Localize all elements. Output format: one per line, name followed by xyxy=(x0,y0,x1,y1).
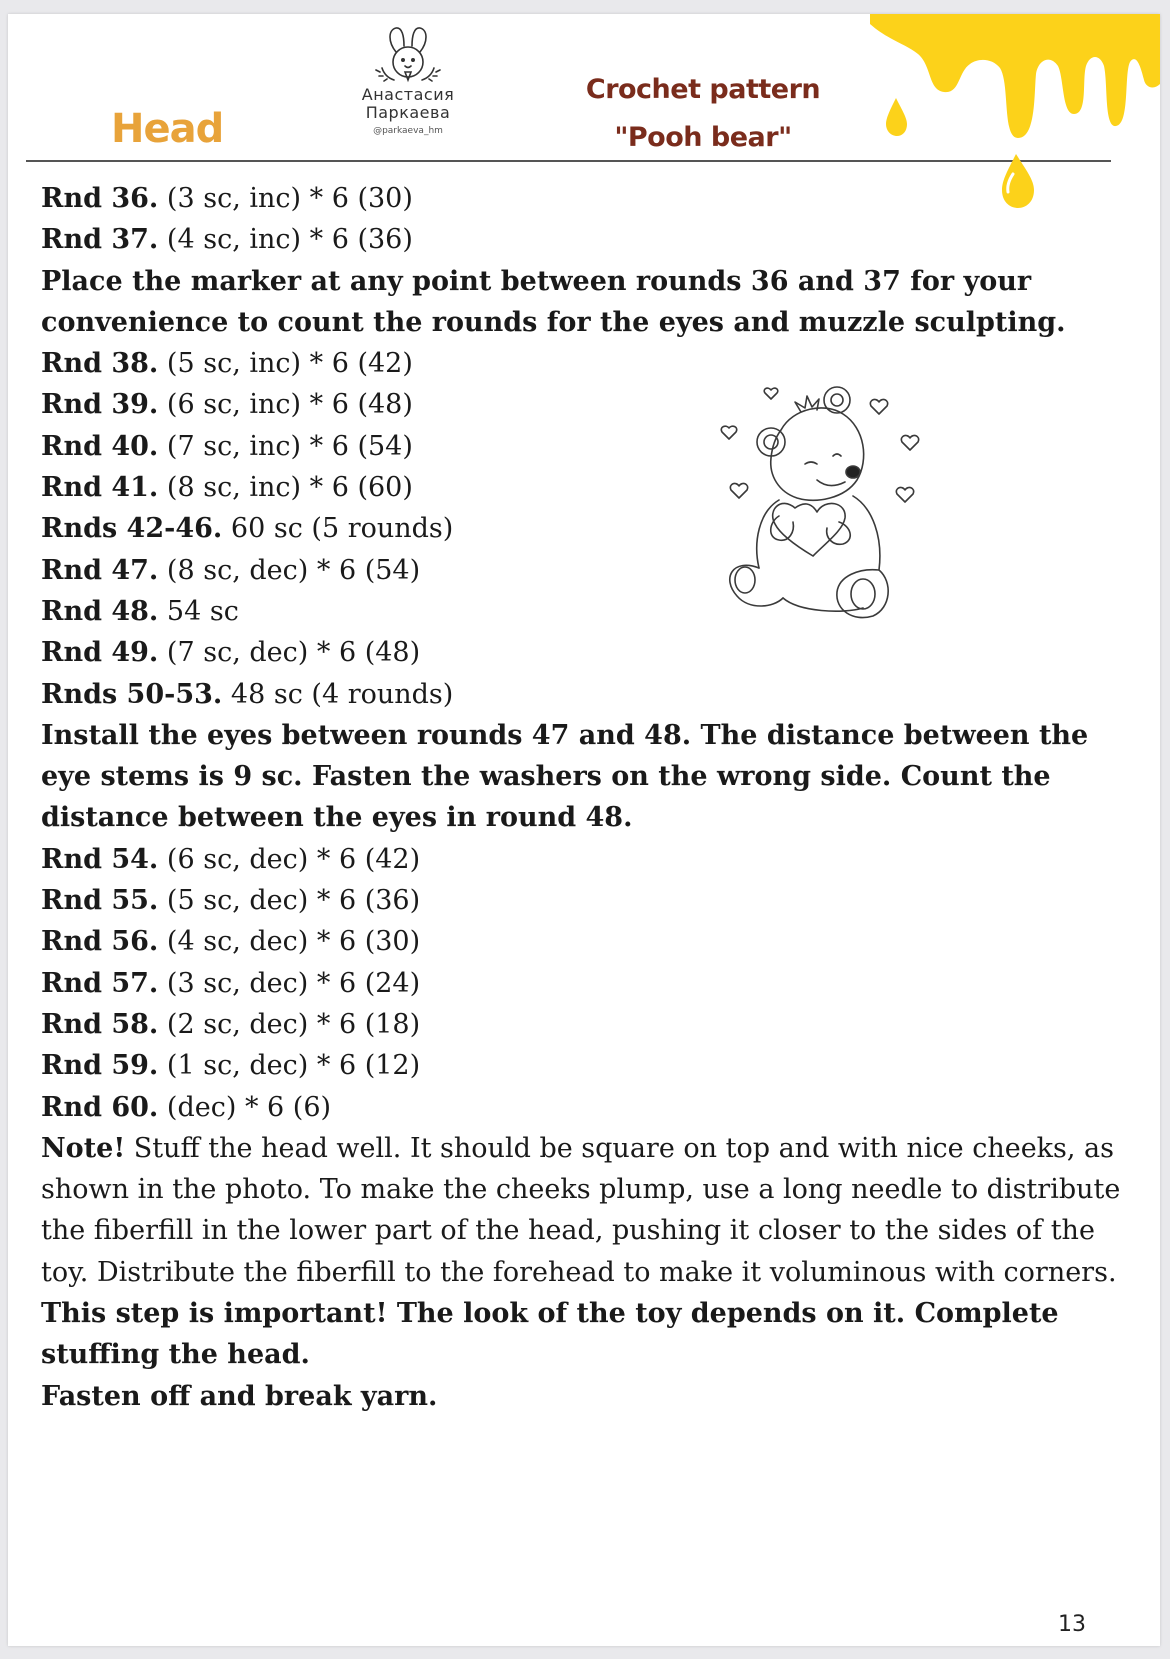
author-logo xyxy=(353,22,463,136)
author-handle: @parkaeva_hm xyxy=(373,126,443,136)
round-text: (8 sc, dec) * 6 (54) xyxy=(166,554,421,586)
pattern-instructions xyxy=(41,178,1121,1417)
round-label: Rnd 59. xyxy=(41,1050,159,1082)
round-label: Rnd 48. xyxy=(41,595,159,627)
finish-note: Fasten off and break yarn. xyxy=(41,1380,438,1412)
important-note: This step is important! The look of the toy depends on it. Complete stuffing the head. xyxy=(41,1298,1059,1371)
round-text: 54 sc xyxy=(166,595,239,627)
round-text: (3 sc, inc) * 6 (30) xyxy=(166,183,413,214)
section-title: Head xyxy=(111,106,224,152)
round-label: Rnd 56. xyxy=(41,926,159,958)
round-text: (2 sc, dec) * 6 (18) xyxy=(166,1008,421,1040)
marker-note: Place the marker at any point between rounds 36 and 37 for your convenience to count the rounds for the eyes and muzzle sculpting. xyxy=(41,265,1066,338)
round-label: Rnd 37. xyxy=(41,224,159,256)
round-text: (7 sc, dec) * 6 (48) xyxy=(166,637,421,669)
round-text: (4 sc, inc) * 6 (36) xyxy=(166,224,413,256)
pattern-title-line1: Crochet pattern xyxy=(585,74,821,105)
round-36 xyxy=(41,178,1121,219)
round-text: (8 sc, inc) * 6 (60) xyxy=(166,472,413,504)
round-40 xyxy=(41,426,1121,467)
round-label: Rnd 54. xyxy=(41,843,159,875)
round-55 xyxy=(41,880,1121,921)
round-label: Rnds 42-46. xyxy=(41,513,223,545)
round-37 xyxy=(41,219,1121,260)
bunny-logo-icon xyxy=(366,22,450,86)
rounds-42-46 xyxy=(41,508,1121,549)
pattern-title-line2: "Pooh bear" xyxy=(614,122,792,153)
round-label: Rnd 58. xyxy=(41,1008,159,1040)
note-text: Stuff the head well. It should be square on top and with nice cheeks, as shown in the photo. To make the cheeks plump, use a long needle to distribute the fiberfill in the lower part of the head, pushing it closer to the sides of the toy. Distribute the fiberfill to the forehead to make it voluminous with corners. xyxy=(41,1132,1121,1288)
round-59 xyxy=(41,1045,1121,1086)
round-label: Rnd 49. xyxy=(41,637,159,669)
round-48 xyxy=(41,591,1121,632)
round-label: Rnd 60. xyxy=(41,1091,159,1123)
round-text: 48 sc (4 rounds) xyxy=(230,678,454,710)
round-text: (1 sc, dec) * 6 (12) xyxy=(166,1050,421,1082)
round-text: (4 sc, dec) * 6 (30) xyxy=(166,926,421,958)
round-text: (5 sc, inc) * 6 (42) xyxy=(166,348,413,380)
round-58 xyxy=(41,1004,1121,1045)
round-label: Rnds 50-53. xyxy=(41,678,223,710)
round-39 xyxy=(41,384,1121,425)
round-49 xyxy=(41,632,1121,673)
round-text: (6 sc, inc) * 6 (48) xyxy=(166,389,413,421)
stuffing-note xyxy=(41,1128,1121,1293)
round-54 xyxy=(41,839,1121,880)
page-number: 13 xyxy=(1058,1612,1086,1637)
author-name-line1: Анастасия xyxy=(361,85,455,104)
round-label: Rnd 55. xyxy=(41,885,159,917)
round-label: Rnd 41. xyxy=(41,472,159,504)
round-text: (dec) * 6 (6) xyxy=(166,1091,332,1123)
round-60 xyxy=(41,1087,1121,1128)
round-38 xyxy=(41,343,1121,384)
pattern-title xyxy=(568,66,838,162)
round-label: Rnd 36. xyxy=(41,183,159,214)
round-57 xyxy=(41,963,1121,1004)
round-label: Rnd 47. xyxy=(41,554,159,586)
round-label: Rnd 57. xyxy=(41,967,159,999)
eyes-note: Install the eyes between rounds 47 and 48. The distance between the eye stems is 9 sc. Fasten the washers on the wrong side. Count the distance between the eyes in round 48. xyxy=(41,719,1089,834)
round-56 xyxy=(41,921,1121,962)
rounds-50-53 xyxy=(41,674,1121,715)
round-text: (5 sc, dec) * 6 (36) xyxy=(166,885,421,917)
round-text: (3 sc, dec) * 6 (24) xyxy=(166,967,421,999)
round-text: (6 sc, dec) * 6 (42) xyxy=(166,843,421,875)
round-label: Rnd 40. xyxy=(41,430,159,462)
round-label: Rnd 39. xyxy=(41,389,159,421)
round-47 xyxy=(41,550,1121,591)
author-name-line2: Паркаева xyxy=(365,103,451,122)
note-label: Note! xyxy=(41,1132,126,1164)
pattern-page xyxy=(8,14,1160,1646)
round-label: Rnd 38. xyxy=(41,348,159,380)
round-41 xyxy=(41,467,1121,508)
round-text: 60 sc (5 rounds) xyxy=(230,513,454,545)
round-text: (7 sc, inc) * 6 (54) xyxy=(166,430,413,462)
